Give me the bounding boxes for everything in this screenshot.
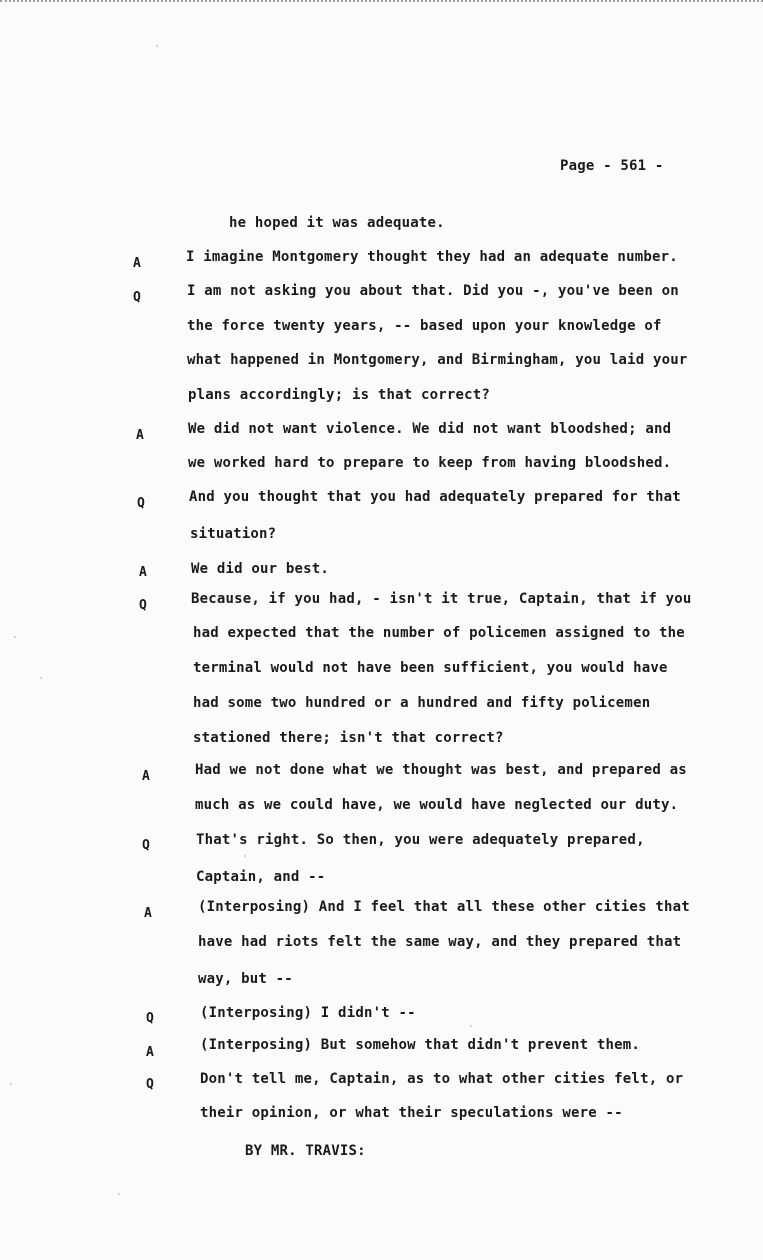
- scan-speck: [118, 1193, 120, 1195]
- transcript-line: stationed there; isn't that correct?: [193, 730, 504, 746]
- speaker-label: Q: [146, 1011, 155, 1026]
- page-number: Page - 561 -: [560, 158, 664, 174]
- transcript-line: I imagine Montgomery thought they had an adequate number.: [186, 249, 678, 265]
- transcript-line: what happened in Montgomery, and Birmingham, you laid your: [187, 352, 688, 368]
- transcript-line: Captain, and --: [196, 869, 326, 885]
- transcript-line: (Interposing) But somehow that didn't prevent them.: [200, 1037, 641, 1053]
- transcript-line: much as we could have, we would have neglected our duty.: [195, 797, 679, 813]
- transcript-line: Had we not done what we thought was best, and prepared as: [195, 762, 687, 778]
- scan-speck: [10, 1083, 12, 1085]
- scan-speck: [156, 45, 158, 47]
- transcript-line: had some two hundred or a hundred and fifty policemen: [193, 695, 651, 711]
- transcript-line: way, but --: [198, 971, 293, 987]
- transcript-line: I am not asking you about that. Did you -, you've been on: [187, 283, 679, 299]
- speaker-label: Q: [137, 496, 146, 511]
- transcript-line: Because, if you had, - isn't it true, Captain, that if you: [191, 591, 692, 607]
- speaker-label: A: [146, 1045, 155, 1060]
- transcript-line: their opinion, or what their speculations were --: [200, 1105, 623, 1121]
- transcript-line: We did not want violence. We did not want bloodshed; and: [188, 421, 672, 437]
- speaker-label: Q: [142, 838, 151, 853]
- speaker-label: A: [142, 769, 151, 784]
- speaker-label: Q: [139, 598, 148, 613]
- scan-speck: [14, 636, 16, 638]
- speaker-label: A: [144, 906, 153, 921]
- transcript-line: we worked hard to prepare to keep from having bloodshed.: [188, 455, 672, 471]
- transcript-line: plans accordingly; is that correct?: [188, 387, 491, 403]
- transcript-line: he hoped it was adequate.: [229, 215, 445, 231]
- scan-speck: [40, 677, 42, 679]
- transcript-line: the force twenty years, -- based upon your knowledge of: [187, 318, 662, 334]
- page-top-edge: [0, 0, 763, 8]
- transcript-line: terminal would not have been sufficient, you would have: [193, 660, 668, 676]
- transcript-line: That's right. So then, you were adequately prepared,: [196, 832, 645, 848]
- speaker-label: A: [136, 428, 145, 443]
- transcript-line: had expected that the number of policemen assigned to the: [193, 625, 685, 641]
- speaker-label: Q: [146, 1077, 155, 1092]
- speaker-label: Q: [133, 290, 142, 305]
- speaker-label: A: [133, 256, 142, 271]
- transcript-line: We did our best.: [191, 561, 330, 577]
- transcript-line: (Interposing) And I feel that all these other cities that: [198, 899, 690, 915]
- transcript-line: have had riots felt the same way, and they prepared that: [198, 934, 682, 950]
- transcript-line: (Interposing) I didn't --: [200, 1005, 416, 1021]
- transcript-heading: BY MR. TRAVIS:: [245, 1143, 366, 1159]
- transcript-line: situation?: [190, 526, 277, 542]
- transcript-line: Don't tell me, Captain, as to what other cities felt, or: [200, 1071, 684, 1087]
- scan-speck: [470, 1025, 472, 1027]
- scan-speck: [244, 855, 246, 857]
- speaker-label: A: [139, 565, 148, 580]
- transcript-line: And you thought that you had adequately prepared for that: [189, 489, 681, 505]
